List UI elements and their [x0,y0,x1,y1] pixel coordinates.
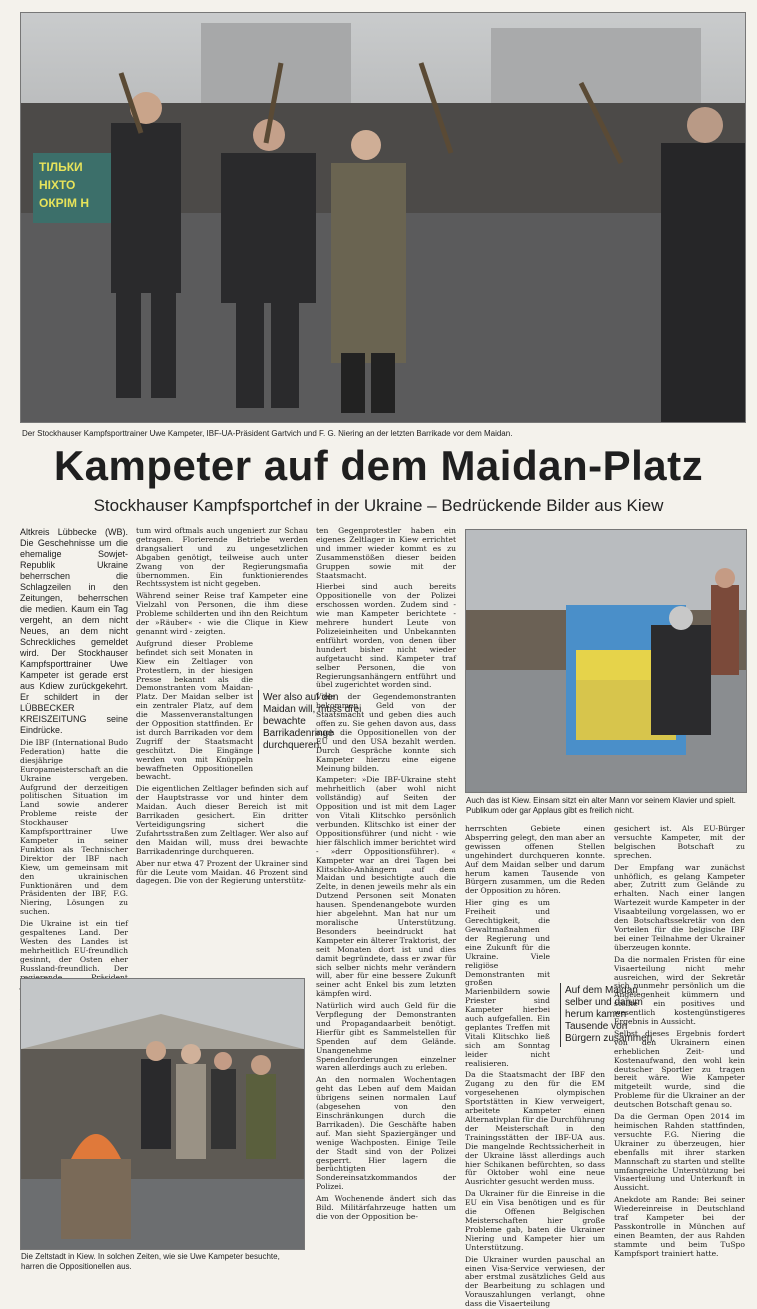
paragraph: Die Ukrainer wurden pauschal an einen Visa-Service verwiesen, der aber erstmal zusätzliches Geld aus der Bearbeitung zu schlagen und Vorauszahlungen verlangt, ohne dass die Visaerteilung [465,1254,605,1309]
lead-paragraph: Altkreis Lübbecke (WB). Die Geschehnisse um die ehemalige Sowjet-Republik Ukraine beherrschen die Schlagzeilen in den Zeitungen, beherrschen die medien. Kaum ein Tag vergeht, an dem nicht Neues, an dem nicht Schreckliches gemeldet wird. Der Stockhauser Kampfsporttrainer Uwe Kampeter ist gerade erst aus Kdiew zurückgekehrt. Er schildert in der LÜBBECKER KREISZEITUNG seine Eindrücke. [20,527,128,735]
pull-quote: Auf dem Maidan selber und darum herum kamen Tausende von Bürgern zusammen. [560,983,665,1047]
paragraph: An den normalen Wochentagen geht das Leben auf dem Maidan übrigens seinen normalen Lauf (abgesehen von den Einschränkungen durch die Barrikaden). Die Geschäfte haben auf. Man sieht Spaziergänger und wenige Wachposten. Einige Teile der Stadt sind von der Polizei gesperrt. Hier lagern die berüchtigten Sondereinsatzkommandos der Polizei. [316,1075,456,1192]
paragraph: Die Ukraine ist ein tief gespaltenes Land. Der Westen des Landes ist mehrheitlich EU-freundlich gesinnt, der Osten eher Russland-freundlich. Der [20,919,128,973]
pull-quote: Wer also auf den Maidan will, muss drei bewachte Barrikadenringe durchqueren. [258,690,371,754]
paragraph: ten Gegenprotestler haben ein eigenes Zeltlager in Kiew errichtet und immer wieder kommt es zu Zusammenstößen dieser beiden Gruppen sowie mit der Staatsmacht. [316,526,456,580]
paragraph: Die IBF (International Budo Federation) hatte die diesjährige Europameisterschaft an die Ukraine vergeben. Aufgrund der derzeitigen politischen Situation im Land sowie anderer Probleme reiste der Stockhauser Kampfsporttrainer Uwe Kampeter in seiner Funktion als Technischer Direktor der IBF nach Kiew, um gemeinsam mit den ukrainischen Funktionären und dem Präsidenten der IBF, F.G. Niering, Lösungen zu suchen. [20,738,128,917]
paragraph: Aber nur etwa 47 Prozent der Ukrainer sind für die Leute vom Maidan. 46 Prozent sind dagegen. Die von der Regierung unterstütz- [136,858,308,886]
column-1 [20,527,128,977]
paragraph: Während seiner Reise traf Kampeter eine Vielzahl von Personen, die ihm diese Probleme schilderten und ihn den Reichtum der »Räuber« - wie die Clique in Kiew genannt wird - zeigten. [136,591,308,636]
top-photo [20,12,746,423]
tents-photo [20,978,305,1250]
paragraph: Die eigentlichen Zeltlager befinden sich auf der Hauptstrasse vor und hinter dem Maidan. Auch dieser Bereich ist mit Barrikaden gesichert. Ein dritter Verteidigungsring sichert die Zufahrtsstraßen zum Zeltlager. Wer also auf den Maidan will, muss drei bewachte Barrikadenringe durchqueren. [136,784,308,856]
top-photo-caption: Der Stockhauser Kampfsporttrainer Uwe Kampeter, IBF-UA-Präsident Gartvich und F. G. Niering an der letzten Barrikade vor dem Maidan. [22,429,513,438]
tent-camp-image [21,979,304,1249]
piano-player-image [466,530,746,792]
tents-photo-caption: Die Zeltstadt in Kiew. In solchen Zeiten, wie sie Uwe Kampeter besuchte, harren die Oppositionellen aus. [21,1252,280,1271]
headline: Kampeter auf dem Maidan-Platz [53,442,704,489]
paragraph: Viele der Gegendemonstranten bekommen Geld von der Staatsmacht und geben dies auch offen zu. Sie gehen davon aus, dass auch die Oppositionellen von der EU und den USA bezahlt werden. Durch Gespräche konnte sich Kampeter hierzu eine eigene Meinung bilden. [316,692,456,773]
sign-line-2: НІХТО [39,178,76,192]
paragraph: Da die German Open 2014 im heimischen Rahden stattfinden, versuchte F.G. Niering die Ukrainer zu überzeugen, hier ebenfalls mit ihrer starken Mannschaft zu starten und stellte umfangreiche Unterstützung bei Visaerteilung und Unterkunft in Aussicht. [614,1112,745,1193]
paragraph: Da die Staatsmacht der IBF den Zugang zu den für die EM vorgesehenen olympischen Sportstätten in Kiew verweigert, arbeitete Kampeter einen Alternativplan für die Durchführung der Meisterschaft in den Trainingsstätten der IBF-UA aus. Die mangelnde Rechtssicherheit in der Ukraine lässt allerdings auch hier Schikanen befürchten, so dass für Oktober wohl eine neue Ausrichter gesucht werden muss. [465,1070,605,1187]
column-4 [465,824,605,1309]
paragraph: Anekdote am Rande: Bei seiner Wiedereinreise in Deutschland traf Kampeter bei der Passkontrolle in München auf einen Beamten, der aus Rahden stammte und beim TuSpo Kampfsport trainiert hatte. [614,1195,745,1258]
maidan-barricade-image [21,13,745,422]
paragraph: Hier ging es um Freiheit und Gerechtigkeit, die Gewaltmaßnahmen der Regierung und eine Zukunft für die Ukraine. Viele religiöse Demonstranten mit großen Marienbildern sowie Priester sind Kampeter hierbei auch aufgefallen. Ein geplantes Treffen mit Vitali Klitschko ließ sich am Sonntag leider nicht realisieren. [465,898,550,1068]
paragraph: tum wird oftmals auch ungeniert zur Schau getragen. Florierende Betriebe werden drangsaliert und zu ungesetzlichen Abgaben genötigt, teilweise auch unter Zwang von der Regierungsmafia übernommen. Ein funktionierendes Rechtssystem ist nicht gegeben. [136,526,308,589]
piano-photo [465,529,747,793]
sign-line-3: ОКРІМ Н [39,196,89,210]
paragraph: gesichert ist. Als EU-Bürger versuchte Kampeter, mit der belgischen Botschaft zu sprechen. [614,824,745,860]
paragraph: Selbst dieses Ergebnis fordert von den Ukrainern einen erheblichen Zeit- und Kostenaufwand, den wohl kein deutscher Sportler zu tragen bereit wäre. Wie Kampeter mitgeteilt wurde, sind die Probleme für die Ukrainer an der deutschen Botschaft genau so. [614,1028,745,1110]
paragraph: Aufgrund dieser Probleme befindet sich seit Monaten in Kiew ein Zeltlager von Protestlern, in der hiesigen Presse bekannt als die Demonstranten vom Maidan-Platz. Der Maidan selber ist ein zentraler Platz, auf dem die Massenveranstaltungen der Opposition stattfinden. Er ist durch Barrikaden vor dem Zugriff der Staatsmacht geschützt. Die Eingänge werden von mit Knüppeln bewaffneten Oppositionellen bewacht. [136,638,253,782]
paragraph: herrschten Gebiete einen Absperring gelegt, den man aber an gewissen offenen Stellen ungehindert durchqueren konnte. Auf dem Maidan selber und darum herum kamen Tausende von Bürgern zusammen, um die Reden der Opposition zu hören. [465,824,605,896]
sign-line-1: ТІЛЬКИ [39,160,83,174]
paragraph: Der Empfang war zunächst unhöflich, es gelang Kampeter aber, Zutritt zum Gelände zu erhalten. Nach einer langen Wartezeit wurde Kampeter in der Visaabteilung vorgelassen, wo er den Botschaftssekretär von den Vorteilen für die belgische IBF bei einer Teilnahme der Ukrainer überzeugen konnte. [614,862,745,952]
paragraph: Kampeter: »Die IBF-Ukraine steht mehrheitlich (aber wohl nicht vollständig) auf Seiten der Opposition und ist mit dem Lager von Vitali Klitschko persönlich verbunden. Klitschko ist einer der Oppositionsführer (und nicht - wie hier fälschlich immer berichtet wird - »derr Oppositionsführer). « Kampeter war an drei Tagen bei Klitschko-Anhängern auf dem Maidan und besichtigte auch die Zelte, in denen jeweils mehr als ein Dutzend Personen seit Monaten hausen. Spendenangebote wurden hier abgelehnt. Man hat nur um moralische Unterstützung. Besonders beeindruckt hat Kampeter ein älterer Traktorist, der seit Monaten dort ist und dies damit begründete, dass er zwar für sich selber nichts mehr verändern will, aber für eine bessere Zukunft seiner acht Enkel bis zum letzten kämpfen wird. [316,775,456,999]
paragraph: Hierbei sind auch bereits Oppositionelle von der Polizei erschossen worden. Zudem sind - wie man Kampeter berichtete - mehrere hundert Leute von Polizeieinheiten und Unbekannten entführt worden, von denen über hundert bisher nicht wieder aufgetaucht sind. Kampeter traf selber Personen, die von Regierungsanhängern entführt und übel zugerichtet worden sind. [316,582,456,690]
column-5 [614,825,745,1282]
paragraph: Da Ukrainer für die Einreise in die EU ein Visa benötigen und es für die Offenen Belgischen Meisterschaften hier große Probleme gab, baten die Ukrainer Niering und Kampeter hier um Unterstützung. [465,1189,605,1252]
piano-photo-caption: Auch das ist Kiew. Einsam sitzt ein alter Mann vor seinem Klavier und spielt. Publikum oder gar Applaus gibt es freilich nicht. [466,796,736,815]
column-3 [316,527,456,1282]
paragraph: Da die normalen Fristen für eine Visaerteilung nicht mehr ausreichen, wird der Sekretär sich nunmehr persönlich um die Angelegenheit kümmern und stellte ein positives und wesentlich kostengünstigeres Ergebnis in Aussicht. [614,954,745,1027]
paragraph: Am Wochenende ändert sich das Bild. Militärfahrzeuge hatten um die von der Opposition be- [316,1194,456,1221]
subheadline: Stockhauser Kampfsportchef in der Ukraine – Bedrückende Bilder aus Kiew [93,496,664,515]
paragraph: Natürlich wird auch Geld für die Verpflegung der Demonstranten und Propagandaarbeit benötigt. Hierfür gibt es Sammelstellen für Spenden auf dem Gelände. Unangenehme Spendenforderungen einzelner waren allerdings auch zu erleben. [316,1001,456,1073]
